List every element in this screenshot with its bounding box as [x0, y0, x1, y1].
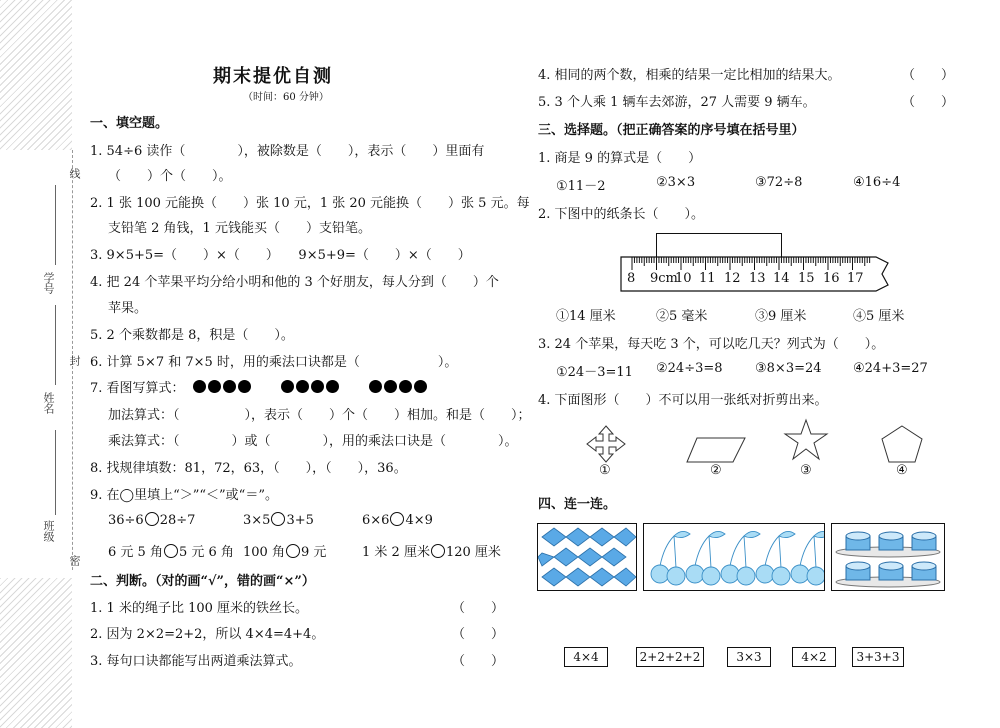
section-judge-heading: 二、判断。（对的画“√”，错的画“×”）	[90, 574, 315, 589]
judge-answer-4[interactable]: （ ）	[902, 68, 955, 83]
cherry-leaf	[744, 531, 760, 537]
compare-3: 6×6 4×9	[362, 513, 433, 528]
ruler-label: 8	[627, 271, 636, 286]
judge-answer-3[interactable]: （ ）	[452, 654, 505, 669]
cherry	[686, 565, 704, 583]
cherry-stem	[800, 536, 816, 568]
page-title: 期末提优自测	[213, 66, 333, 87]
label-student-id: 学号	[42, 272, 55, 294]
hatch-top	[0, 0, 72, 150]
time-note: （时间：60 分钟）	[243, 92, 329, 103]
label-name: 姓名	[42, 392, 55, 414]
dot-group-2	[281, 381, 341, 396]
choice-q4: 4. 下面图形（ ）不可以用一张纸对折剪出来。	[538, 393, 828, 408]
binding-mark-seal: 封	[68, 355, 81, 366]
judge-item-3: 3. 每句口诀都能写出两道乘法算式。	[90, 654, 302, 669]
section-fill-blank-heading: 一、填空题。	[90, 116, 169, 131]
ruler-label: 15	[798, 271, 815, 286]
compare-circle[interactable]	[145, 512, 159, 526]
hatch-bottom	[0, 578, 72, 728]
section-choice-heading: 三、选择题。（把正确答案的序号填在括号里）	[538, 123, 805, 138]
choice-q1: 1. 商是 9 的算式是（ ）	[538, 151, 702, 166]
compare-5: 100 角 9 元	[243, 545, 327, 560]
judge-item-5: 5. 3 个人乘 1 辆车去郊游，27 人需要 9 辆车。	[538, 95, 816, 110]
choice-q3-opt3[interactable]: ③8×3=24	[755, 361, 822, 376]
q5: 5. 2 个乘数都是 8，积是（ ）。	[90, 328, 294, 343]
choice-q1-opt3[interactable]: ③72÷8	[755, 175, 803, 190]
shape-label-3: ③	[800, 463, 812, 478]
q3: 3. 9×5+5=（ ）×（ ） 9×5+9=（ ）×（ ）	[90, 248, 471, 263]
judge-answer-2[interactable]: （ ）	[452, 627, 505, 642]
match-expr-2[interactable]: 2+2+2+2	[636, 647, 704, 667]
compare-circle[interactable]	[431, 544, 445, 558]
choice-q1-opt4[interactable]: ④16÷4	[853, 175, 901, 190]
q2-line2: 支铅笔 2 角钱，1 元钱能买（ ）支铅笔。	[108, 221, 371, 236]
match-expr-5[interactable]: 3+3+3	[852, 647, 904, 667]
judge-item-4: 4. 相同的两个数，相乘的结果一定比相加的结果大。	[538, 68, 841, 83]
compare-4: 6 元 5 角 5 元 6 角	[108, 545, 234, 560]
judge-item-1: 1. 1 米的绳子比 100 厘米的铁丝长。	[90, 601, 309, 616]
choice-q2-opt2[interactable]: ②5 毫米	[656, 309, 708, 324]
cherry	[721, 565, 739, 583]
shape-label-1: ①	[599, 463, 611, 478]
picture-diamonds[interactable]	[537, 523, 637, 591]
cherry	[807, 567, 824, 585]
choice-q2: 2. 下图中的纸条长（ ）。	[538, 207, 705, 222]
choice-q1-opt1[interactable]: ①11－2	[556, 179, 606, 194]
shape-label-2: ②	[710, 463, 722, 478]
choice-q3-opt4[interactable]: ④24+3=27	[853, 361, 928, 376]
compare-circle[interactable]	[286, 544, 300, 558]
star-shape	[783, 418, 829, 462]
cake-top	[879, 532, 903, 540]
q4-line2: 苹果。	[108, 301, 148, 316]
cherry	[651, 565, 669, 583]
cherry	[791, 565, 809, 583]
binding-mark-line: 线	[68, 168, 81, 179]
judge-answer-5[interactable]: （ ）	[902, 95, 955, 110]
ruler-label: 12	[724, 271, 741, 286]
cherry-stem	[695, 536, 711, 568]
q9: 9. 在◯里填上“＞”“＜”或“＝”。	[90, 488, 278, 503]
ruler-label: 14	[773, 271, 790, 286]
choice-q2-opt1[interactable]: ①14 厘米	[556, 309, 616, 324]
compare-2: 3×5 3+5	[243, 513, 314, 528]
binding-mark-secret: 密	[68, 555, 81, 566]
q7	[90, 377, 429, 396]
choice-q1-opt2[interactable]: ②3×3	[656, 175, 696, 190]
choice-q2-opt3[interactable]: ③9 厘米	[755, 309, 807, 324]
choice-q3-opt1[interactable]: ①24－3=11	[556, 365, 633, 380]
q1-line1: 1. 54÷6 读作（ ），被除数是（ ），表示（ ）里面有	[90, 144, 485, 159]
picture-cherries[interactable]	[643, 523, 825, 591]
compare-circle[interactable]	[164, 544, 178, 558]
cherry-leaf	[674, 531, 690, 537]
match-expr-3[interactable]: 3×3	[727, 647, 771, 667]
cherry	[667, 567, 685, 585]
cake-top	[846, 532, 870, 540]
match-expr-1[interactable]: 4×4	[564, 647, 608, 667]
cherry	[756, 565, 774, 583]
cake-top	[879, 562, 903, 570]
dot-group-1	[193, 381, 253, 396]
pentagon-shape	[880, 424, 924, 464]
compare-6: 1 米 2 厘米 120 厘米	[362, 545, 501, 560]
cherry-stem	[765, 536, 781, 568]
cherry	[737, 567, 755, 585]
judge-answer-1[interactable]: （ ）	[452, 601, 505, 616]
parallelogram-shape	[685, 436, 747, 464]
shape-label-4: ④	[896, 463, 908, 478]
q7-addition: 加法算式：（ ），表示（ ）个（ ）相加。和是（ ）；	[108, 408, 531, 423]
class-field[interactable]	[55, 430, 56, 515]
cherry	[772, 567, 790, 585]
choice-q2-opt4[interactable]: ④5 厘米	[853, 309, 905, 324]
q4-line1: 4. 把 24 个苹果平均分给小明和他的 3 个好朋友，每人分到（ ）个	[90, 275, 499, 290]
ruler-label: 16	[823, 271, 840, 286]
picture-cakes[interactable]	[831, 523, 945, 591]
label-class: 班级	[42, 520, 55, 542]
cherry-leaf	[709, 531, 725, 537]
paper-strip	[656, 233, 782, 258]
cake-top	[846, 562, 870, 570]
ruler-label: 9cm	[650, 271, 678, 286]
q2-line1: 2. 1 张 100 元能换（ ）张 10 元，1 张 20 元能换（ ）张 5 元。每	[90, 196, 530, 211]
cherry-stem	[660, 536, 676, 568]
choice-q3: 3. 24 个苹果，每天吃 3 个，可以吃几天？列式为（ ）。	[538, 337, 885, 352]
dot-group-3	[369, 381, 429, 396]
match-expr-4[interactable]: 4×2	[792, 647, 836, 667]
compare-1: 36÷6 28÷7	[108, 513, 196, 528]
ruler-label: 10	[675, 271, 692, 286]
q1-line2: （ ）个（ ）。	[108, 169, 232, 184]
cake-top	[912, 562, 936, 570]
cake-top	[912, 532, 936, 540]
cherry-leaf	[814, 531, 824, 537]
q6: 6. 计算 5×7 和 7×5 时，用的乘法口诀都是（ ）。	[90, 355, 458, 370]
student-id-field[interactable]	[55, 185, 56, 265]
compare-circle[interactable]	[390, 512, 404, 526]
q7-label: 7. 看图写算式：	[90, 381, 185, 396]
q7-multiplication: 乘法算式：（ ）或（ ），用的乘法口诀是（ ）。	[108, 434, 518, 449]
q8: 8. 找规律填数：81，72，63，（ ），（ ），36。	[90, 461, 407, 476]
ruler-label: 13	[749, 271, 766, 286]
compare-circle[interactable]	[271, 512, 285, 526]
section-match-heading: 四、连一连。	[538, 497, 617, 512]
ruler-label: 11	[699, 271, 716, 286]
judge-item-2: 2. 因为 2×2=2+2，所以 4×4=4+4。	[90, 627, 325, 642]
cherry	[702, 567, 720, 585]
ruler-label: 17	[847, 271, 864, 286]
arrow-cross-shape	[584, 424, 628, 464]
cherry-leaf	[779, 531, 795, 537]
cherry-stem	[730, 536, 746, 568]
choice-q3-opt2[interactable]: ②24÷3=8	[656, 361, 723, 376]
name-field[interactable]	[55, 305, 56, 385]
